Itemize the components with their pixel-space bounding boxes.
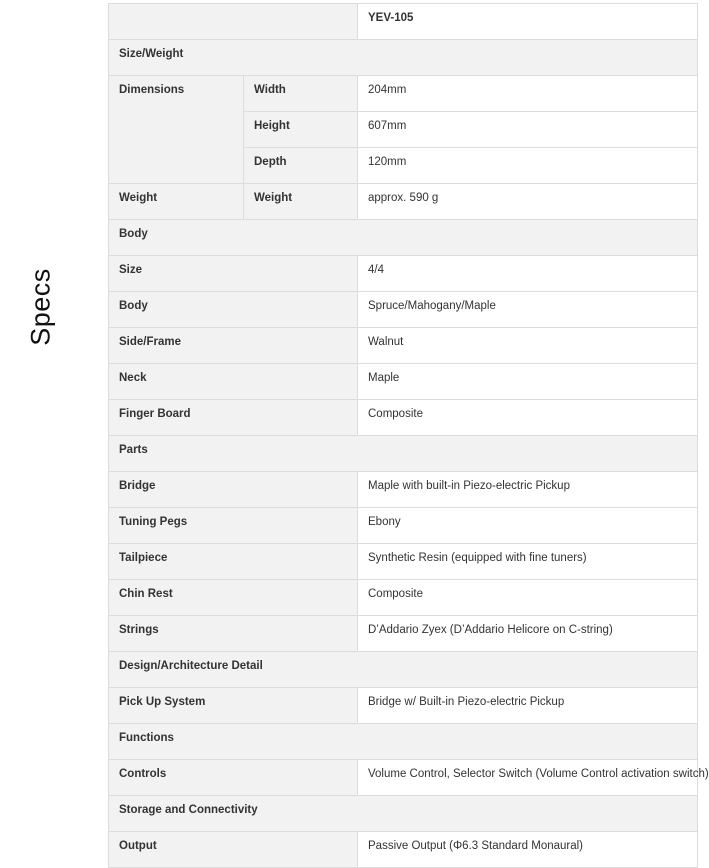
- spec-label: Neck: [109, 364, 358, 400]
- section-row-label: Parts: [109, 436, 698, 472]
- spec-value: 204mm: [358, 76, 698, 112]
- table-row-spec: [109, 76, 698, 112]
- spec-label: Side/Frame: [109, 328, 358, 364]
- spec-value: Passive Output (Φ6.3 Standard Monaural): [358, 832, 698, 868]
- table-row-spec: [109, 328, 698, 364]
- table-row-spec: [109, 832, 698, 868]
- section-row-label: Storage and Connectivity: [109, 796, 698, 832]
- table-row-spec: [109, 364, 698, 400]
- table-row-section: [109, 796, 698, 832]
- table-row-section: [109, 220, 698, 256]
- spec-label: Chin Rest: [109, 580, 358, 616]
- table-row-spec: [109, 580, 698, 616]
- section-row-label: Design/Architecture Detail: [109, 652, 698, 688]
- spec-value: 4/4: [358, 256, 698, 292]
- spec-label: Body: [109, 292, 358, 328]
- table-row-spec: [109, 544, 698, 580]
- section-row-label: Size/Weight: [109, 40, 698, 76]
- table-row-spec: [109, 760, 698, 796]
- spec-group-label: Dimensions: [109, 76, 244, 184]
- specs-side-label: Specs: [25, 268, 56, 346]
- spec-value: Volume Control, Selector Switch (Volume Control activation switch): [358, 760, 698, 796]
- spec-label: Width: [244, 76, 358, 112]
- table-row-spec: [109, 508, 698, 544]
- table-row-spec: [109, 292, 698, 328]
- table-row-spec: [109, 688, 698, 724]
- spec-value: Spruce/Mahogany/Maple: [358, 292, 698, 328]
- spec-label: Weight: [244, 184, 358, 220]
- spec-label: Strings: [109, 616, 358, 652]
- spec-value: 120mm: [358, 148, 698, 184]
- spec-value: D’Addario Zyex (D’Addario Helicore on C-string): [358, 616, 698, 652]
- spec-value: Synthetic Resin (equipped with fine tuners): [358, 544, 698, 580]
- table-row-section: [109, 436, 698, 472]
- table-row-section: [109, 40, 698, 76]
- spec-label: Height: [244, 112, 358, 148]
- spec-label: Finger Board: [109, 400, 358, 436]
- table-row-spec: [109, 616, 698, 652]
- spec-label: Bridge: [109, 472, 358, 508]
- spec-value: Ebony: [358, 508, 698, 544]
- table-row-model-header: [109, 4, 698, 40]
- spec-value: Composite: [358, 580, 698, 616]
- spec-label: Pick Up System: [109, 688, 358, 724]
- spec-label: Tuning Pegs: [109, 508, 358, 544]
- table-row-spec: [109, 184, 698, 220]
- table-row-spec: [109, 472, 698, 508]
- spec-label: Tailpiece: [109, 544, 358, 580]
- spec-label: Size: [109, 256, 358, 292]
- section-row-label: Functions: [109, 724, 698, 760]
- table-row-spec: [109, 256, 698, 292]
- specs-table: [108, 3, 709, 868]
- spec-value: Maple: [358, 364, 698, 400]
- spec-value: Maple with built-in Piezo-electric Pickup: [358, 472, 698, 508]
- table-row-spec: [109, 400, 698, 436]
- spec-label: Depth: [244, 148, 358, 184]
- table-row-section: [109, 724, 698, 760]
- spec-group-label: Weight: [109, 184, 244, 220]
- spec-value: approx. 590 g: [358, 184, 698, 220]
- spec-label: Output: [109, 832, 358, 868]
- model-header-empty-cell: [109, 4, 358, 40]
- spec-value: Composite: [358, 400, 698, 436]
- section-row-label: Body: [109, 220, 698, 256]
- spec-label: Controls: [109, 760, 358, 796]
- table-row-section: [109, 652, 698, 688]
- spec-value: Bridge w/ Built-in Piezo-electric Pickup: [358, 688, 698, 724]
- model-name-cell: YEV-105: [358, 4, 698, 40]
- spec-value: Walnut: [358, 328, 698, 364]
- spec-value: 607mm: [358, 112, 698, 148]
